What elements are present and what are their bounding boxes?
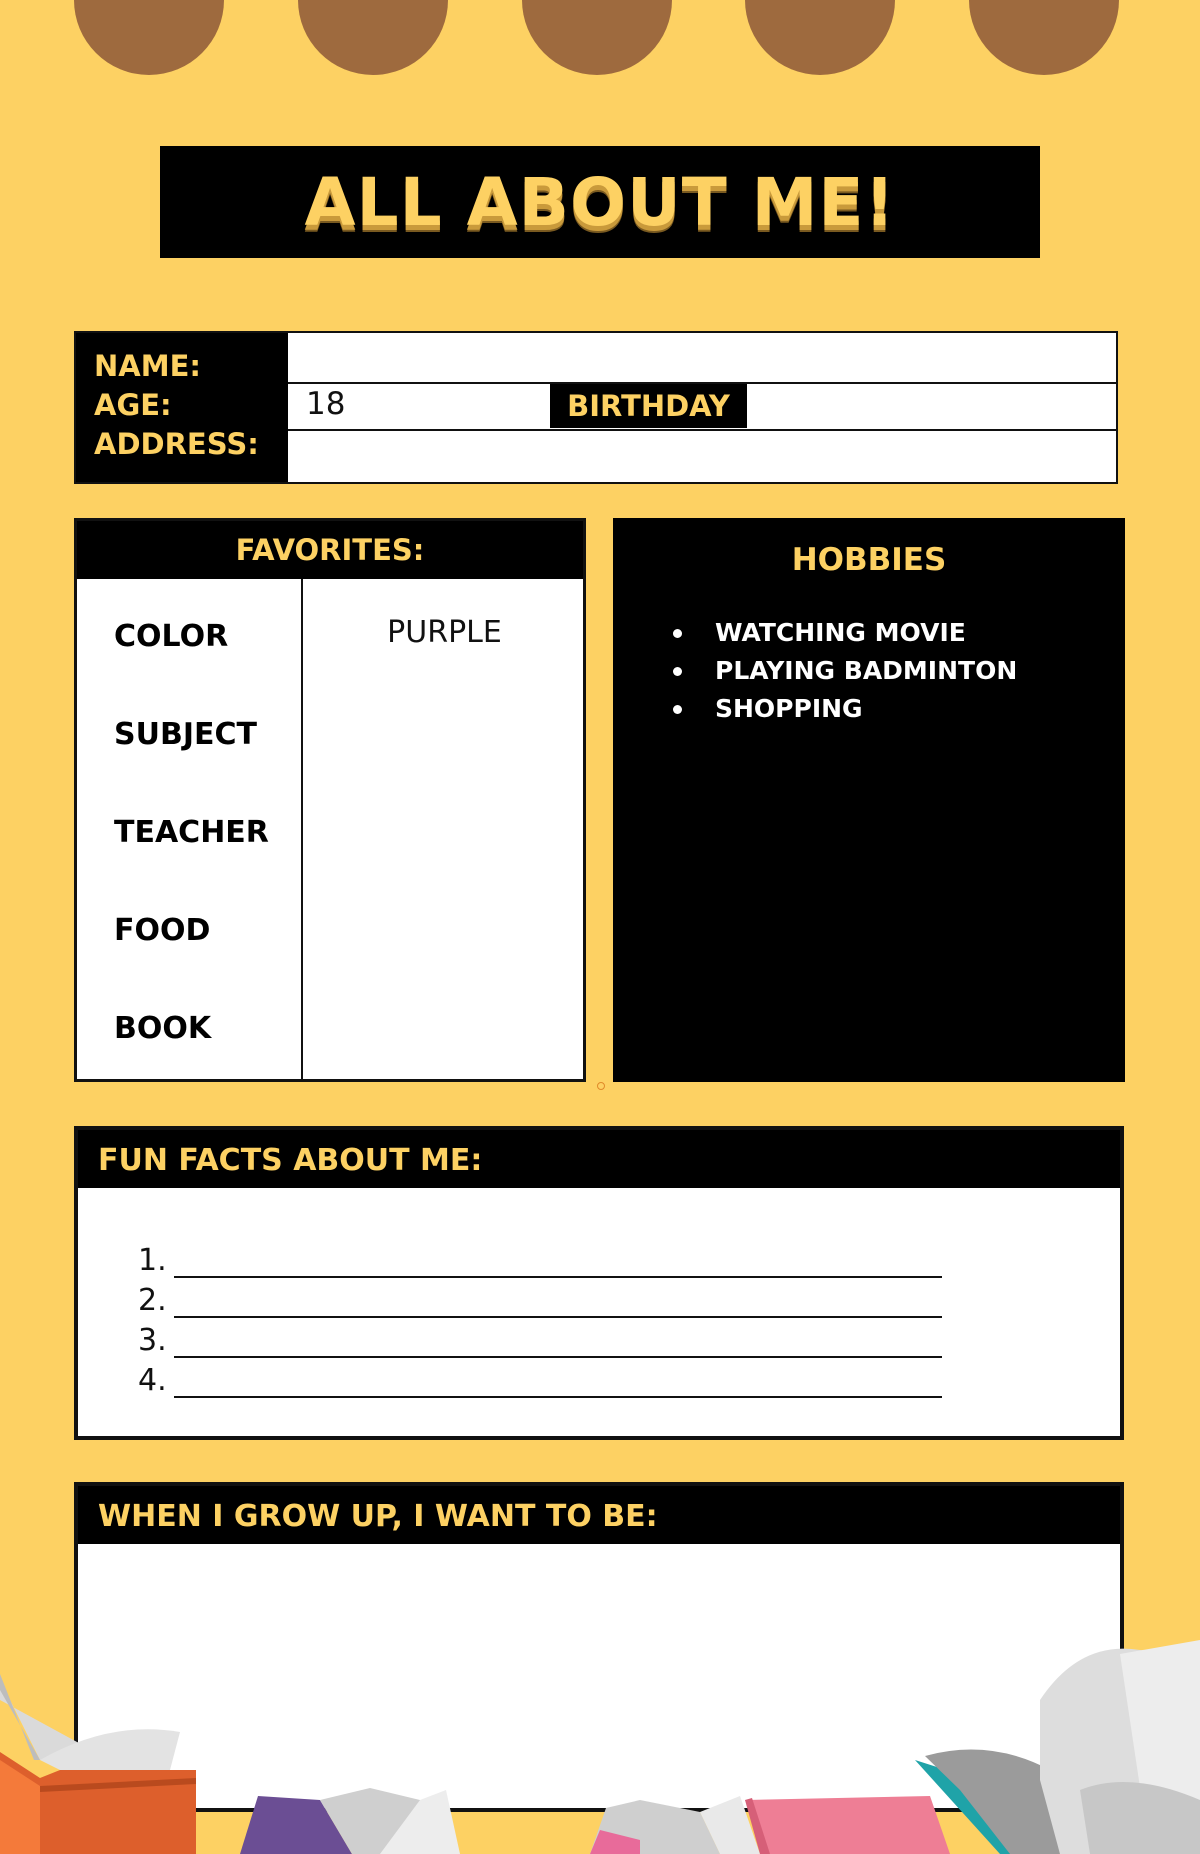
fun-facts-heading: FUN FACTS ABOUT ME: bbox=[98, 1143, 483, 1178]
fact-blank-line[interactable] bbox=[174, 1328, 942, 1358]
fact-number: 2. bbox=[138, 1283, 167, 1318]
divider bbox=[288, 429, 1116, 431]
address-label: ADDRESS: bbox=[94, 427, 259, 461]
page-title: ALL ABOUT ME! bbox=[304, 163, 896, 241]
brown-circle-icon bbox=[298, 0, 448, 75]
hobbies-panel bbox=[613, 518, 1125, 1082]
favorite-label-book: BOOK bbox=[114, 1011, 212, 1046]
favorite-label-food: FOOD bbox=[114, 913, 211, 948]
list-item bbox=[673, 690, 1017, 728]
list-item bbox=[673, 614, 1017, 652]
age-field[interactable]: 18 bbox=[306, 386, 346, 422]
favorite-label-color: COLOR bbox=[114, 619, 229, 654]
hobby-text: SHOPPING bbox=[715, 694, 863, 723]
fun-facts-header bbox=[78, 1130, 1120, 1188]
fact-blank-line[interactable] bbox=[174, 1248, 942, 1278]
fun-facts-list bbox=[138, 1238, 942, 1398]
list-item bbox=[138, 1318, 942, 1358]
name-label: NAME: bbox=[94, 349, 201, 383]
favorite-label-teacher: TEACHER bbox=[114, 815, 269, 850]
fact-blank-line[interactable] bbox=[174, 1288, 942, 1318]
favorites-heading: FAVORITES: bbox=[235, 533, 425, 567]
fun-facts-box bbox=[74, 1126, 1124, 1440]
brown-circle-icon bbox=[74, 0, 224, 75]
favorite-label-subject: SUBJECT bbox=[114, 717, 257, 752]
favorites-header bbox=[77, 521, 583, 579]
fact-number: 1. bbox=[138, 1243, 167, 1278]
favorites-table bbox=[74, 518, 586, 1082]
bullet-icon bbox=[673, 629, 682, 638]
age-label: AGE: bbox=[94, 388, 172, 422]
fact-number: 4. bbox=[138, 1363, 167, 1398]
list-item bbox=[138, 1238, 942, 1278]
title-banner bbox=[160, 146, 1040, 258]
fact-number: 3. bbox=[138, 1323, 167, 1358]
info-labels-panel bbox=[76, 333, 288, 482]
grow-up-box bbox=[74, 1482, 1124, 1812]
birthday-label-box bbox=[550, 384, 747, 428]
brown-circle-icon bbox=[969, 0, 1119, 75]
birthday-label: BIRTHDAY bbox=[567, 389, 730, 423]
brown-circle-icon bbox=[745, 0, 895, 75]
brown-circle-icon bbox=[522, 0, 672, 75]
hobby-text: PLAYING BADMINTON bbox=[715, 656, 1018, 685]
personal-info-box bbox=[74, 331, 1118, 484]
hobbies-list bbox=[673, 614, 1017, 728]
hobby-text: WATCHING MOVIE bbox=[715, 618, 966, 647]
fact-blank-line[interactable] bbox=[174, 1368, 942, 1398]
grow-up-heading: WHEN I GROW UP, I WANT TO BE: bbox=[98, 1499, 658, 1534]
list-item bbox=[673, 652, 1017, 690]
bullet-icon bbox=[673, 705, 682, 714]
selection-handle-icon bbox=[597, 1082, 605, 1090]
grow-up-header bbox=[78, 1486, 1120, 1544]
hobbies-heading: HOBBIES bbox=[791, 542, 947, 578]
favorite-value-color[interactable]: PURPLE bbox=[387, 615, 502, 650]
list-item bbox=[138, 1358, 942, 1398]
column-divider bbox=[301, 579, 303, 1079]
list-item bbox=[138, 1278, 942, 1318]
bullet-icon bbox=[673, 667, 682, 676]
